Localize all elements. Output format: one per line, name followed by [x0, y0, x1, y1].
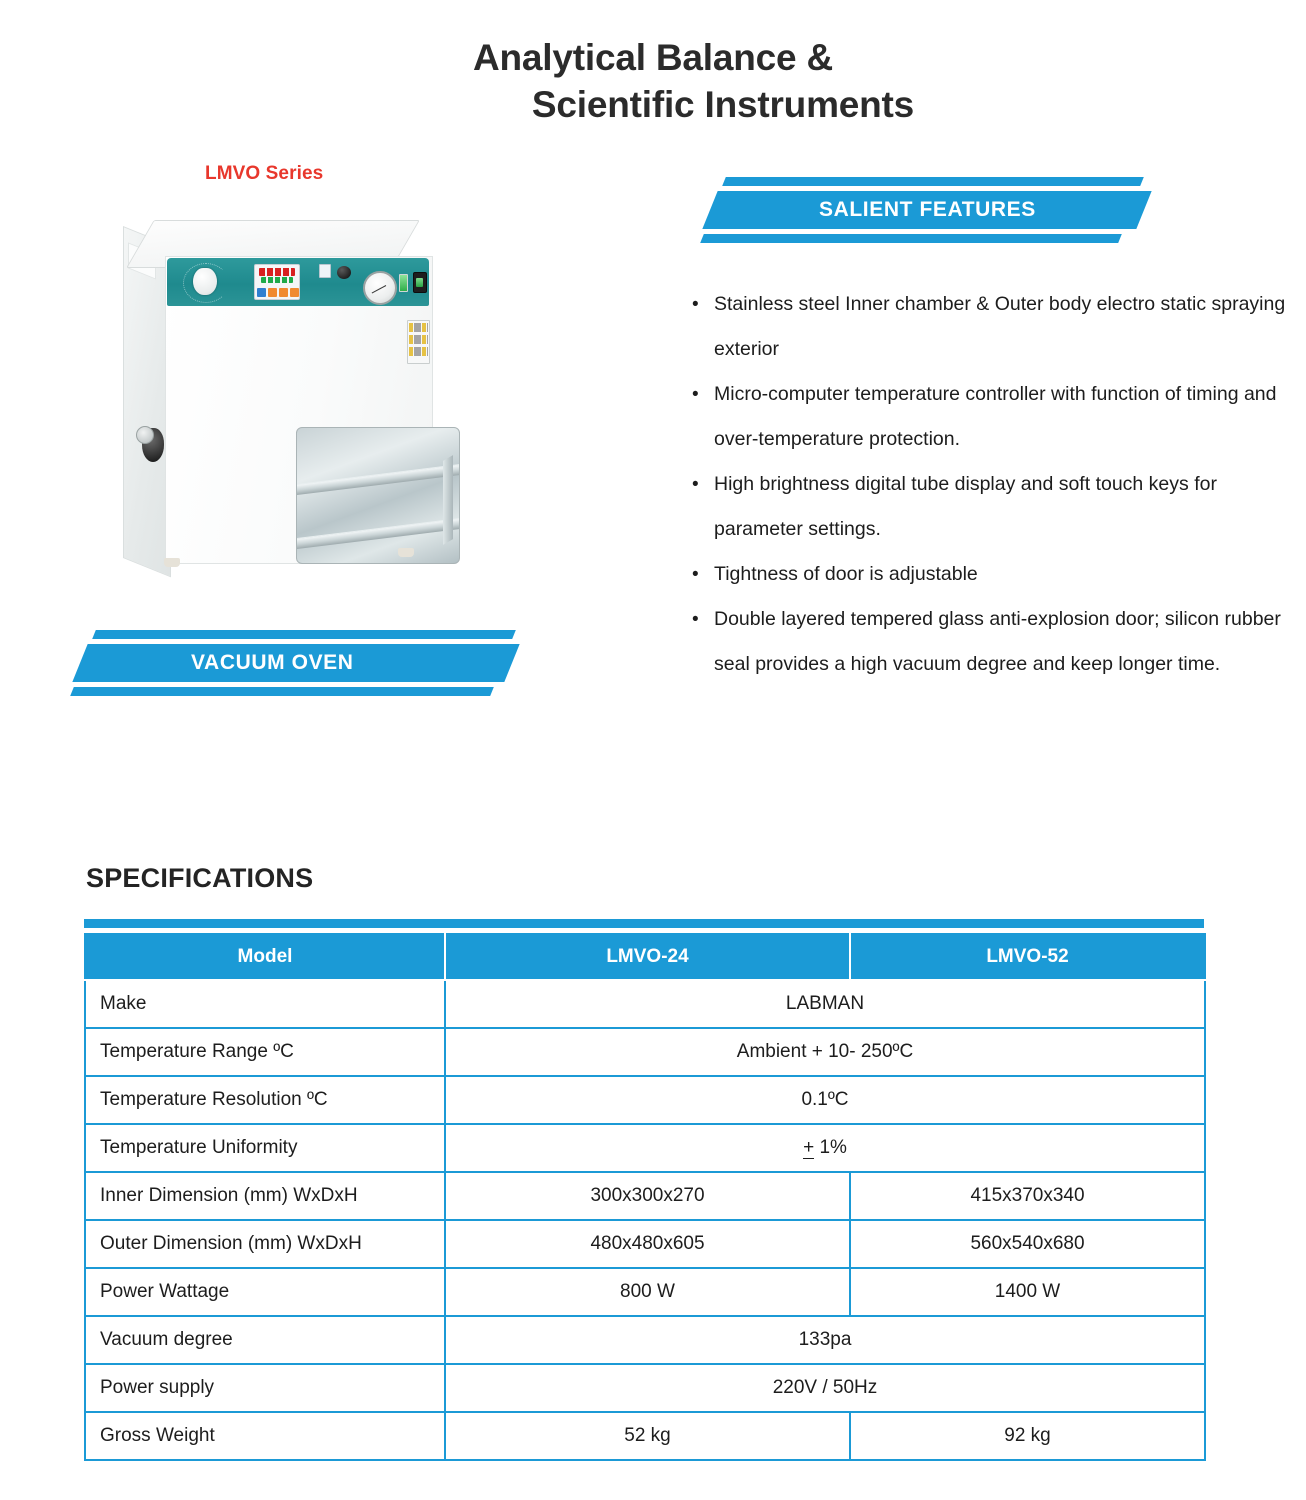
oven-control-panel [167, 258, 429, 306]
vacuum-release-knob [193, 268, 217, 295]
spec-label-cell: Power Wattage [85, 1268, 445, 1316]
salient-features-ribbon [702, 177, 1152, 243]
spec-value-cell-lmvo-24: 800 W [445, 1268, 850, 1316]
ribbon-accent-bar-bottom [70, 687, 494, 696]
spec-value-cell-merged: 220V / 50Hz [445, 1364, 1205, 1412]
power-indicator-lamp [399, 274, 408, 292]
spec-label-cell: Make [85, 980, 445, 1028]
table-row [85, 1412, 1205, 1460]
spec-value-cell-lmvo-52: 415x370x340 [850, 1172, 1205, 1220]
spec-value-cell-lmvo-52: 1400 W [850, 1268, 1205, 1316]
warning-line-3-icon [409, 347, 428, 356]
ribbon-accent-bar-bottom [700, 234, 1122, 243]
column-header-lmvo-24: LMVO-24 [445, 934, 850, 980]
vacuum-oven-caption-text: VACUUM OVEN [190, 651, 354, 674]
feature-item: • Stainless steel Inner chamber & Outer body electro static spraying exterior [686, 282, 1286, 372]
table-row [85, 1364, 1205, 1412]
vacuum-oven-caption-ribbon [72, 630, 522, 696]
spec-label-cell: Power supply [85, 1364, 445, 1412]
table-row [85, 1220, 1205, 1268]
key-3-icon [279, 288, 288, 297]
specifications-heading: SPECIFICATIONS [86, 863, 314, 893]
specifications-table-accent-bar [84, 919, 1204, 928]
door-handle-base [136, 426, 154, 444]
table-row [85, 1172, 1205, 1220]
warning-line-2-icon [409, 335, 428, 344]
spec-value-cell-merged: LABMAN [445, 980, 1205, 1028]
oven-shelf-side-rail [443, 455, 453, 545]
oven-foot-left [164, 558, 180, 567]
salient-features-list [686, 282, 1286, 687]
feature-item: • Double layered tempered glass anti-explosion door; silicon rubber seal provides a high vacuum degree and keep longer time. [686, 597, 1286, 687]
spec-label-cell: Gross Weight [85, 1412, 445, 1460]
spec-value-cell-lmvo-52: 92 kg [850, 1412, 1205, 1460]
ribbon-accent-bar-top [722, 177, 1144, 186]
column-header-lmvo-52: LMVO-52 [850, 934, 1205, 980]
spec-label-cell: Temperature Range ºC [85, 1028, 445, 1076]
spec-value-cell-merged: 133pa [445, 1316, 1205, 1364]
column-header-model: Model [85, 934, 445, 980]
vacuum-pressure-gauge [363, 271, 397, 305]
temperature-readout-segment [259, 268, 295, 276]
table-row [85, 1124, 1205, 1172]
power-rocker-switch [413, 272, 427, 293]
key-1-icon [257, 288, 266, 297]
oven-foot-right [398, 548, 414, 557]
panel-label-sticker [319, 264, 331, 278]
vacuum-oven-product-image [112, 214, 442, 596]
spec-label-cell: Temperature Uniformity [85, 1124, 445, 1172]
oven-left-side-panel [123, 226, 171, 577]
spec-label-cell: Outer Dimension (mm) WxDxH [85, 1220, 445, 1268]
ribbon-accent-bar-top [92, 630, 516, 639]
spec-value-cell-merged: 0.1ºC [445, 1076, 1205, 1124]
oven-shelf-lower [296, 517, 460, 549]
specifications-table [84, 933, 1206, 1461]
setpoint-readout-segment [261, 277, 293, 283]
feature-item: • Tightness of door is adjustable [686, 552, 1286, 597]
oven-shelf-upper [296, 463, 460, 495]
table-header-row [85, 934, 1205, 980]
key-2-icon [268, 288, 277, 297]
table-row [85, 1268, 1205, 1316]
specifications-table-head [85, 934, 1205, 980]
spec-value-cell-lmvo-24: 480x480x605 [445, 1220, 850, 1268]
warning-line-1-icon [409, 323, 428, 332]
spec-label-cell: Temperature Resolution ºC [85, 1076, 445, 1124]
feature-item: • Micro-computer temperature controller with function of timing and over-temperature protection. [686, 372, 1286, 462]
salient-features-title: SALIENT FEATURES [818, 198, 1036, 221]
controller-touch-keys [257, 288, 299, 297]
spec-label-cell: Vacuum degree [85, 1316, 445, 1364]
ribbon-body [72, 644, 519, 682]
page-title [0, 34, 1306, 129]
series-label: LMVO Series [205, 163, 324, 184]
spec-value-cell-merged: + 1% [445, 1124, 1205, 1172]
digital-controller-display [254, 264, 300, 300]
spec-value-cell-lmvo-24: 52 kg [445, 1412, 850, 1460]
page-title-line-2: Scientific Instruments [531, 84, 915, 126]
table-row [85, 1076, 1205, 1124]
key-4-icon [290, 288, 299, 297]
warning-label-decal [407, 320, 430, 364]
spec-value-cell-merged: Ambient + 10- 250ºC [445, 1028, 1205, 1076]
table-row [85, 1028, 1205, 1076]
specifications-table-body [85, 980, 1205, 1460]
air-valve-knob [337, 266, 351, 279]
ribbon-body [702, 191, 1151, 229]
oven-illustration [112, 214, 442, 596]
table-row [85, 1316, 1205, 1364]
plus-minus-glyph: + [803, 1136, 815, 1158]
table-row [85, 980, 1205, 1028]
spec-value-cell-lmvo-24: 300x300x270 [445, 1172, 850, 1220]
oven-glass-window [296, 427, 460, 564]
spec-label-cell: Inner Dimension (mm) WxDxH [85, 1172, 445, 1220]
feature-item: • High brightness digital tube display and soft touch keys for parameter settings. [686, 462, 1286, 552]
page-title-line-1: Analytical Balance & [473, 37, 833, 78]
spec-value-cell-lmvo-52: 560x540x680 [850, 1220, 1205, 1268]
